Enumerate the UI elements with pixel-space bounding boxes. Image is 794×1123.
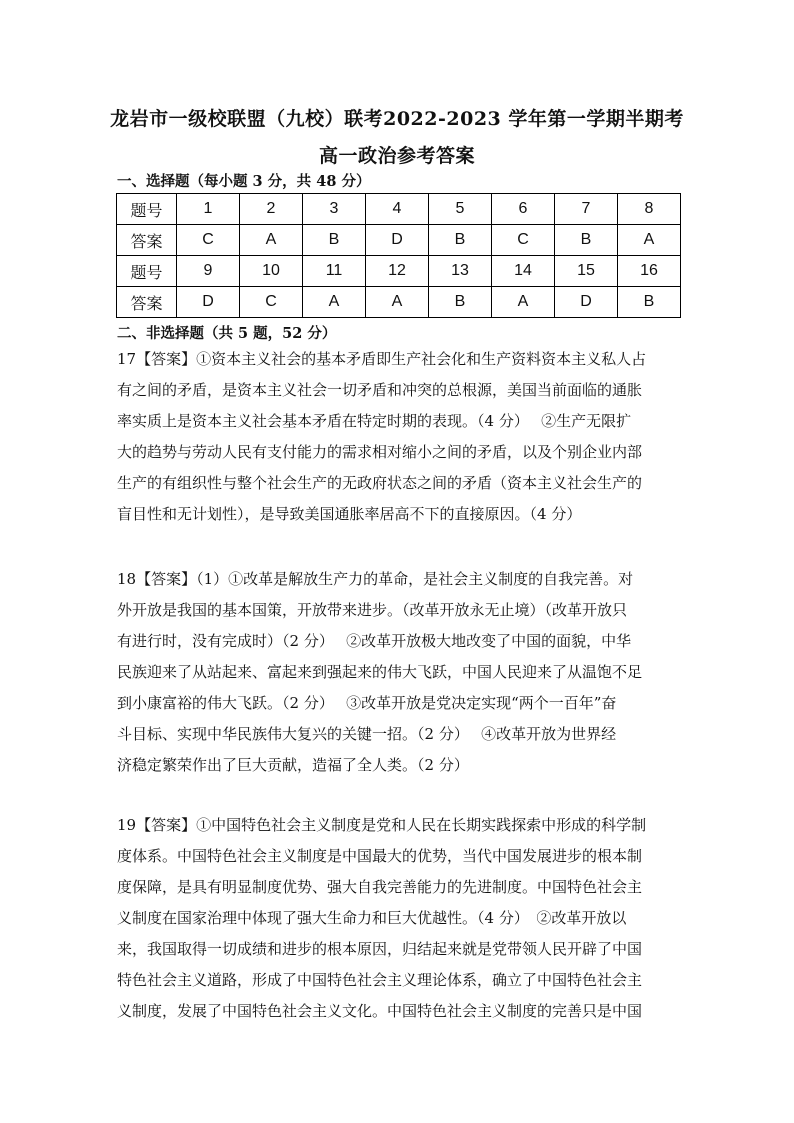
text-line: 度保障，是具有明显制度优势、强大自我完善能力的先进制度。中国特色社会主 [117, 878, 643, 896]
table-row [117, 194, 681, 225]
question-number: 3 [303, 194, 366, 225]
table-row [117, 225, 681, 256]
row-label: 答案 [117, 287, 177, 318]
row-label: 题号 [117, 256, 177, 287]
question-number: 6 [492, 194, 555, 225]
question-number: 2 [240, 194, 303, 225]
question-number: 11 [303, 256, 366, 287]
question-number: 13 [429, 256, 492, 287]
answer-cell: B [303, 225, 366, 256]
text-line: 特色社会主义道路，形成了中国特色社会主义理论体系，确立了中国特色社会主 [117, 971, 643, 989]
text-line: 17【答案】①资本主义社会的基本矛盾即生产社会化和生产资料资本主义私人占 [117, 350, 647, 368]
text-line: 生产的有组织性与整个社会生产的无政府状态之间的矛盾（资本主义社会生产的 [117, 474, 643, 492]
text-line: 19【答案】①中国特色社会主义制度是党和人民在长期实践探索中形成的科学制 [117, 816, 647, 834]
answer-17 [117, 344, 682, 530]
answer-cell: A [618, 225, 681, 256]
answer-cell: A [366, 287, 429, 318]
table-row [117, 256, 681, 287]
text-line: 有进行时，没有完成时）（2 分） ②改革开放极大地改变了中国的面貌，中华 [117, 632, 632, 650]
answer-table [116, 193, 681, 318]
section2-heading: 二、非选择题（共 5 题，52 分） [117, 325, 337, 342]
text-line: 义制度在国家治理中体现了强大生命力和巨大优越性。（4 分） ②改革开放以 [117, 909, 627, 927]
answer-cell: C [240, 287, 303, 318]
section1-heading: 一、选择题（每小题 3 分，共 48 分） [117, 173, 371, 190]
question-number: 14 [492, 256, 555, 287]
answer-cell: B [429, 225, 492, 256]
exam-subtitle: 高一政治参考答案 [318, 145, 475, 167]
question-number: 4 [366, 194, 429, 225]
answer-cell: A [492, 287, 555, 318]
question-number: 10 [240, 256, 303, 287]
text-line: 济稳定繁荣作出了巨大贡献，造福了全人类。（2 分） [117, 756, 469, 774]
question-number: 16 [618, 256, 681, 287]
table-row [117, 287, 681, 318]
answer-cell: B [618, 287, 681, 318]
text-line: 度体系。中国特色社会主义制度是中国最大的优势，当代中国发展进步的根本制 [117, 847, 643, 865]
text-line: 到小康富裕的伟大飞跃。（2 分） ③改革开放是党决定实现“两个一百年”奋 [117, 694, 617, 712]
question-number: 7 [555, 194, 618, 225]
answer-cell: C [492, 225, 555, 256]
answer-cell: B [555, 225, 618, 256]
answer-cell: B [429, 287, 492, 318]
text-line: 大的趋势与劳动人民有支付能力的需求相对缩小之间的矛盾，以及个别企业内部 [117, 443, 643, 461]
question-number: 15 [555, 256, 618, 287]
text-line: 盲目性和无计划性），是导致美国通胀率居高不下的直接原因。（4 分） [117, 505, 582, 523]
answer-19 [117, 810, 682, 1027]
exam-title: 龙岩市一级校联盟（九校）联考2022-2023 学年第一学期半期考 [110, 108, 684, 130]
text-line: 义制度，发展了中国特色社会主义文化。中国特色社会主义制度的完善只是中国 [117, 1002, 643, 1020]
row-label: 题号 [117, 194, 177, 225]
text-line: 斗目标、实现中华民族伟大复兴的关键一招。（2 分） ④改革开放为世界经 [117, 725, 617, 743]
text-line: 民族迎来了从站起来、富起来到强起来的伟大飞跃，中国人民迎来了从温饱不足 [117, 663, 643, 681]
question-number: 8 [618, 194, 681, 225]
answer-cell: C [177, 225, 240, 256]
text-line: 来，我国取得一切成绩和进步的根本原因，归结起来就是党带领人民开辟了中国 [117, 940, 643, 958]
text-line: 率实质上是资本主义社会基本矛盾在特定时期的表现。（4 分） ②生产无限扩 [117, 412, 632, 430]
row-label: 答案 [117, 225, 177, 256]
question-number: 12 [366, 256, 429, 287]
answer-cell: D [555, 287, 618, 318]
answer-cell: D [177, 287, 240, 318]
answer-cell: A [240, 225, 303, 256]
question-number: 1 [177, 194, 240, 225]
text-line: 外开放是我国的基本国策，开放带来进步。（改革开放永无止境）（改革开放只 [117, 601, 628, 619]
text-line: 有之间的矛盾，是资本主义社会一切矛盾和冲突的总根源，美国当前面临的通胀 [117, 381, 643, 399]
question-number: 5 [429, 194, 492, 225]
question-number: 9 [177, 256, 240, 287]
answer-cell: D [366, 225, 429, 256]
answer-18 [117, 564, 682, 781]
answer-cell: A [303, 287, 366, 318]
text-line: 18【答案】（1）①改革是解放生产力的革命，是社会主义制度的自我完善。对 [117, 570, 634, 588]
